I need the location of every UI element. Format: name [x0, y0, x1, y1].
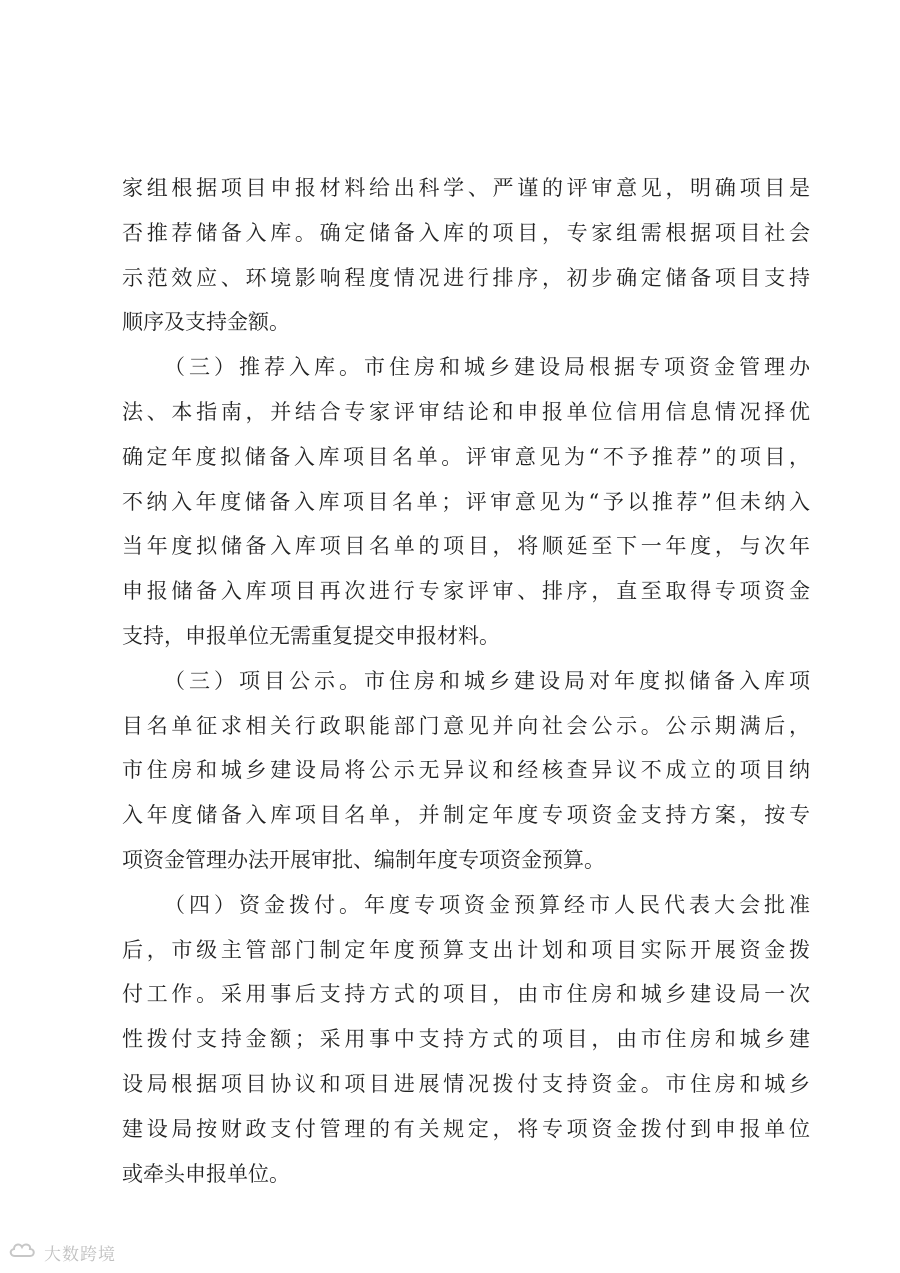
- text-line: （四）资金拨付。年度专项资金预算经市人民代表大会批准: [164, 892, 810, 917]
- text-line: 支持，申报单位无需重复提交申报材料。: [122, 623, 500, 648]
- watermark: [8, 1240, 116, 1264]
- text-line: 家组根据项目申报材料给出科学、严谨的评审意见，明确项目是: [122, 176, 810, 200]
- text-line: 否推荐储备入库。确定储备入库的项目，专家组需根据项目社会: [122, 220, 810, 245]
- text-line: 当年度拟储备入库项目名单的项目，将顺延至下一年度，与次年: [122, 534, 810, 559]
- text-line: 示范效应、环境影响程度情况进行排序，初步确定储备项目支持: [122, 265, 810, 290]
- watermark-text: 大数跨境: [44, 1244, 116, 1265]
- text-line: 后，市级主管部门制定年度预算支出计划和项目实际开展资金拨: [122, 937, 810, 962]
- text-line: 申报储备入库项目再次进行专家评审、排序，直至取得专项资金: [122, 579, 810, 604]
- text-line: 法、本指南，并结合专家评审结论和申报单位信用信息情况择优: [122, 399, 810, 424]
- text-line: 确定年度拟储备入库项目名单。评审意见为“不予推荐”的项目，: [122, 444, 810, 469]
- text-line: 市住房和城乡建设局将公示无异议和经核查异议不成立的项目纳: [122, 758, 810, 783]
- text-line: 入年度储备入库项目名单，并制定年度专项资金支持方案，按专: [122, 803, 810, 828]
- text-line: 建设局按财政支付管理的有关规定，将专项资金拨付到申报单位: [122, 1116, 810, 1141]
- text-line: （三）项目公示。市住房和城乡建设局对年度拟储备入库项: [164, 668, 810, 693]
- text-line: 目名单征求相关行政职能部门意见并向社会公示。公示期满后，: [122, 713, 810, 738]
- text-line: 项资金管理办法开展审批、编制年度专项资金预算。: [122, 847, 605, 872]
- text-line: 或牵头申报单位。: [122, 1161, 290, 1186]
- cloud-logo-icon: [8, 1239, 38, 1265]
- text-line: 付工作。采用事后支持方式的项目，由市住房和城乡建设局一次: [122, 982, 810, 1007]
- document-body: [122, 166, 810, 1196]
- text-line: 性拨付支持金额；采用事中支持方式的项目，由市住房和城乡建: [122, 1027, 810, 1052]
- text-line: 顺序及支持金额。: [122, 310, 290, 335]
- text-line: 设局根据项目协议和项目进展情况拨付支持资金。市住房和城乡: [122, 1071, 810, 1096]
- text-line: 不纳入年度储备入库项目名单；评审意见为“予以推荐”但未纳入: [122, 489, 810, 514]
- text-line: （三）推荐入库。市住房和城乡建设局根据专项资金管理办: [164, 355, 810, 380]
